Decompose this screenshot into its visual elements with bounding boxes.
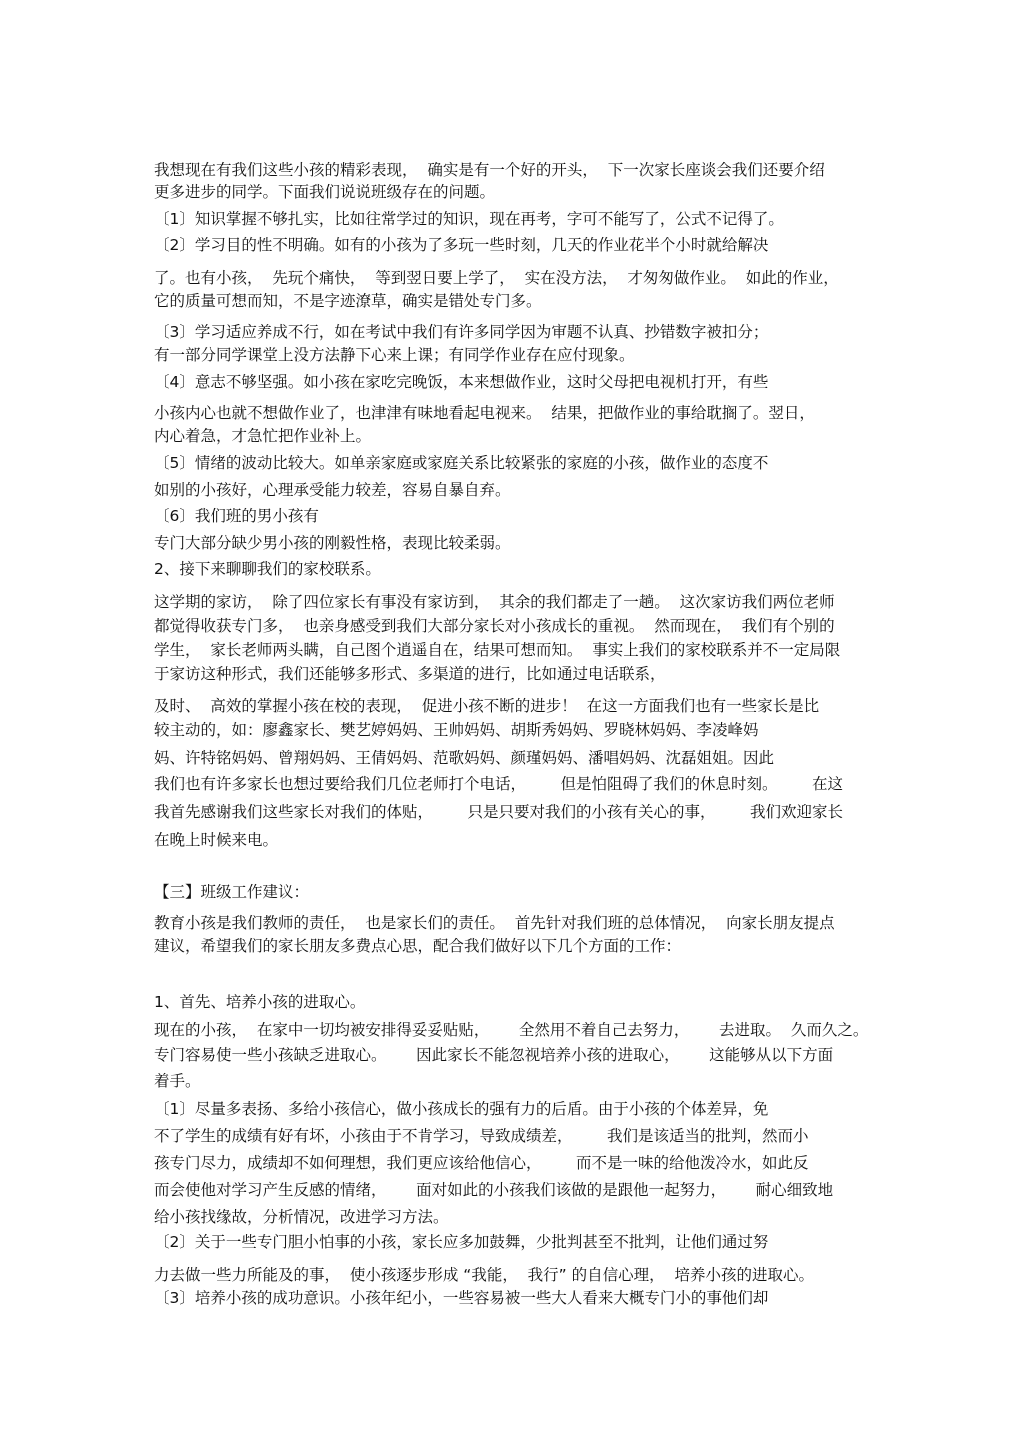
text-line: 较主动的，如：廖鑫家长、樊艺婷妈妈、王帅妈妈、胡斯秀妈妈、罗晓林妈妈、李凌峰妈	[154, 721, 759, 739]
text-line: 及时、 高效的掌握小孩在校的表现， 促进小孩不断的进步！ 在这一方面我们也有一些家长是比	[154, 697, 820, 715]
text-line: 〔5〕情绪的波动比较大。如单亲家庭或家庭关系比较紧张的家庭的小孩，做作业的态度不	[154, 454, 769, 472]
text-line: 妈、许特铭妈妈、曾翔妈妈、王倩妈妈、范歌妈妈、颜瑾妈妈、潘唱妈妈、沈磊姐姐。因此	[154, 749, 775, 767]
text-line: 孩专门尽力，成绩却不如何理想，我们更应该给他信心， 而不是一味的给他泼冷水，如此反	[154, 1154, 809, 1172]
text-line: 这学期的家访， 除了四位家长有事没有家访到， 其余的我们都走了一趟。 这次家访我们两位老师	[154, 593, 835, 611]
text-line: 〔1〕知识掌握不够扎实，比如往常学过的知识，现在再考，字可不能写了，公式不记得了。	[154, 210, 784, 228]
text-line: 2、接下来聊聊我们的家校联系。	[154, 560, 381, 578]
text-line: 内心着急，才急忙把作业补上。	[154, 427, 372, 445]
text-line: 教育小孩是我们教师的责任， 也是家长们的责任。 首先针对我们班的总体情况， 向家长朋友提点	[154, 914, 835, 932]
text-line: 给小孩找缘故，分析情况，改进学习方法。	[154, 1208, 449, 1226]
text-line: 〔1〕尽量多表扬、多给小孩信心，做小孩成长的强有力的后盾。由于小孩的个体差异，免	[154, 1100, 769, 1118]
text-line: 专门大部分缺少男小孩的刚毅性格，表现比较柔弱。	[154, 534, 511, 552]
text-line: 〔3〕学习适应养成不行，如在考试中我们有许多同学因为审题不认真、抄错数字被扣分；	[154, 323, 769, 341]
text-line: 我想现在有我们这些小孩的精彩表现， 确实是有一个好的开头， 下一次家长座谈会我们还要介绍	[154, 161, 825, 179]
text-line: 我首先感谢我们这些家长对我们的体贴， 只是只要对我们的小孩有关心的事， 我们欢迎家长	[154, 803, 843, 821]
text-line: 如别的小孩好，心理承受能力较差，容易自暴自弃。	[154, 481, 511, 499]
text-line: 力去做一些力所能及的事， 使小孩逐步形成 “我能， 我行” 的自信心理， 培养小孩的进取心。	[154, 1266, 814, 1284]
text-line: 1、首先、培养小孩的进取心。	[154, 993, 366, 1011]
text-line: 〔6〕我们班的男小孩有	[154, 507, 319, 525]
text-line: 更多进步的同学。下面我们说说班级存在的问题。	[154, 183, 496, 201]
text-line: 专门容易使一些小孩缺乏进取心。 因此家长不能忽视培养小孩的进取心， 这能够从以下方面	[154, 1046, 834, 1064]
text-line: 有一部分同学课堂上没方法静下心来上课；有同学作业存在应付现象。	[154, 346, 635, 364]
text-line: 学生， 家长老师两头瞒，自己图个逍遥自在，结果可想而知。 事实上我们的家校联系并不一定局限	[154, 641, 841, 659]
text-line: 〔2〕关于一些专门胆小怕事的小孩，家长应多加鼓舞，少批判甚至不批判，让他们通过努	[154, 1233, 769, 1251]
text-line: 我们也有许多家长也想过要给我们几位老师打个电话， 但是怕阻碍了我们的休息时刻。 在这	[154, 775, 843, 793]
text-line: 小孩内心也就不想做作业了，也津津有味地看起电视来。 结果，把做作业的事给耽搁了。翌日，	[154, 404, 815, 422]
text-line: 于家访这种形式，我们还能够多形式、多渠道的进行，比如通过电话联系，	[154, 665, 666, 683]
text-line: 现在的小孩， 在家中一切均被安排得妥妥贴贴， 全然用不着自己去努力， 去进取。 久而久之。	[154, 1021, 869, 1039]
text-line: 着手。	[154, 1072, 201, 1090]
text-line: 〔4〕意志不够坚强。如小孩在家吃完晚饭，本来想做作业，这时父母把电视机打开，有些	[154, 373, 769, 391]
text-line: 都觉得收获专门多， 也亲身感受到我们大部分家长对小孩成长的重视。 然而现在， 我们有个别的	[154, 617, 835, 635]
text-line: 〔2〕学习目的性不明确。如有的小孩为了多玩一些时刻，几天的作业花半个小时就给解决	[154, 236, 769, 254]
text-line: 而会使他对学习产生反感的情绪， 面对如此的小孩我们该做的是跟他一起努力， 耐心细致地	[154, 1181, 834, 1199]
text-line: 在晚上时候来电。	[154, 831, 279, 849]
text-line: 不了学生的成绩有好有坏，小孩由于不肯学习，导致成绩差， 我们是该适当的批判，然而小	[154, 1127, 809, 1145]
section-heading: 【三】班级工作建议：	[154, 883, 310, 901]
text-line: 了。也有小孩， 先玩个痛快， 等到翌日要上学了， 实在没方法， 才匆匆做作业。 如此的作业，	[154, 269, 839, 287]
text-line: 它的质量可想而知，不是字迹潦草，确实是错处专门多。	[154, 292, 542, 310]
text-line: 〔3〕培养小孩的成功意识。小孩年纪小，一些容易被一些大人看来大概专门小的事他们却	[154, 1289, 769, 1307]
text-line: 建议，希望我们的家长朋友多费点心思，配合我们做好以下几个方面的工作：	[154, 937, 682, 955]
